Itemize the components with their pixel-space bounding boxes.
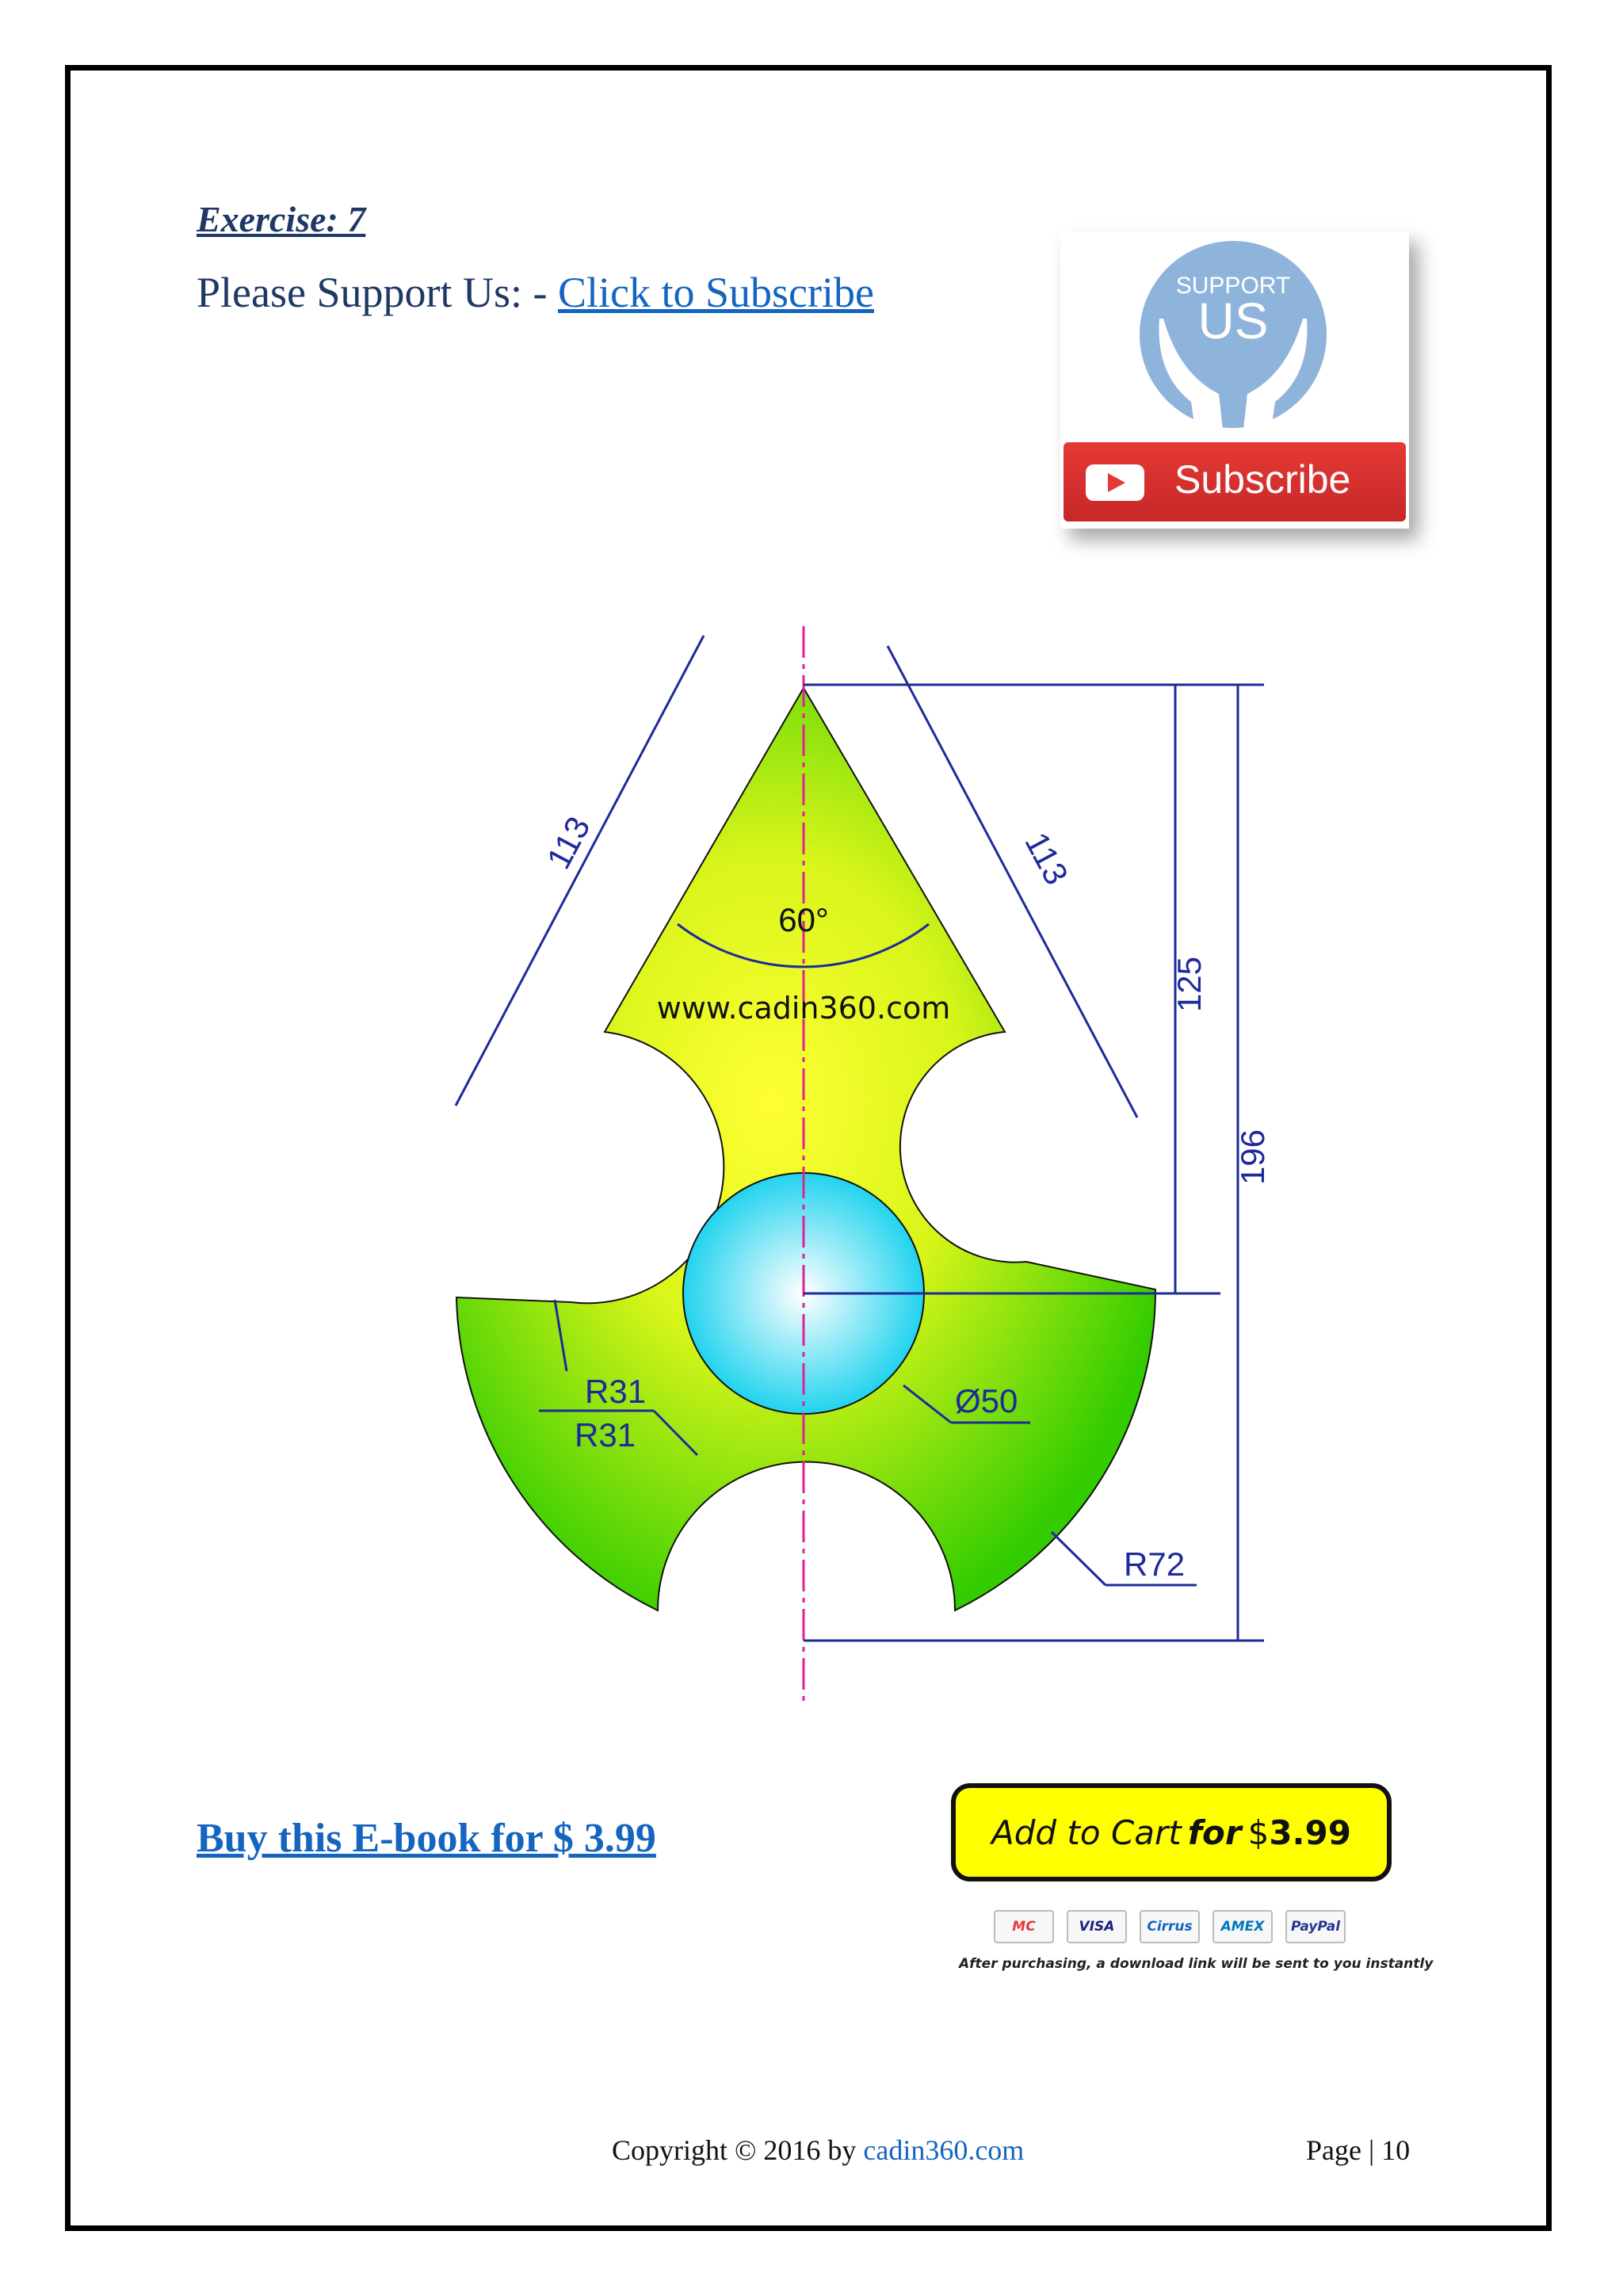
subscribe-button[interactable] — [1064, 442, 1406, 521]
paypal-icon: PayPal — [1285, 1910, 1346, 1943]
support-line — [197, 268, 874, 317]
cart-text: Add to Cart — [991, 1813, 1182, 1852]
cad-drawing — [396, 610, 1284, 1720]
dim-radius-left-lower: R31 — [575, 1416, 636, 1454]
footer-site-link[interactable]: cadin360.com — [863, 2134, 1025, 2166]
cart-currency: $ — [1247, 1813, 1270, 1852]
mastercard-icon: MC — [994, 1910, 1054, 1943]
dim-radius-outer: R72 — [1124, 1545, 1186, 1583]
cirrus-icon: Cirrus — [1140, 1910, 1200, 1943]
subscribe-button-label: Subscribe — [1174, 457, 1351, 502]
support-us-logo — [1060, 231, 1409, 445]
amex-icon: AMEX — [1212, 1910, 1273, 1943]
logo-main-text: US — [1197, 292, 1269, 350]
cart-for: for — [1187, 1813, 1242, 1852]
dim-height-total: 196 — [1234, 1129, 1271, 1186]
subscribe-card[interactable] — [1060, 231, 1409, 529]
support-text: Please Support Us: - — [197, 269, 558, 316]
page-number: Page | 10 — [1306, 2134, 1411, 2166]
purchase-note: After purchasing, a download link will be sent to you instantly — [959, 1956, 1434, 1972]
dim-right-length: 113 — [1018, 826, 1076, 891]
add-to-cart-button[interactable] — [951, 1783, 1392, 1881]
cart-price: 3.99 — [1269, 1813, 1351, 1852]
visa-icon: VISA — [1067, 1910, 1127, 1943]
youtube-play-icon — [1086, 464, 1144, 501]
dim-height-upper: 125 — [1170, 956, 1208, 1013]
drawing-watermark: www.cadin360.com — [656, 991, 951, 1026]
dim-radius-left-upper: R31 — [585, 1373, 647, 1410]
payment-cards — [994, 1910, 1346, 1943]
buy-ebook-link[interactable]: Buy this E-book for $ 3.99 — [197, 1816, 656, 1861]
footer-copyright — [612, 2134, 1024, 2167]
subscribe-link[interactable]: Click to Subscribe — [557, 269, 874, 316]
dim-left-length: 113 — [539, 810, 598, 875]
logo-top-text: SUPPORT — [1175, 273, 1291, 299]
exercise-title: Exercise: 7 — [197, 199, 366, 239]
copyright-text: Copyright © 2016 by — [612, 2134, 864, 2166]
dim-angle: 60° — [778, 901, 829, 938]
dim-diameter: Ø50 — [955, 1382, 1018, 1419]
